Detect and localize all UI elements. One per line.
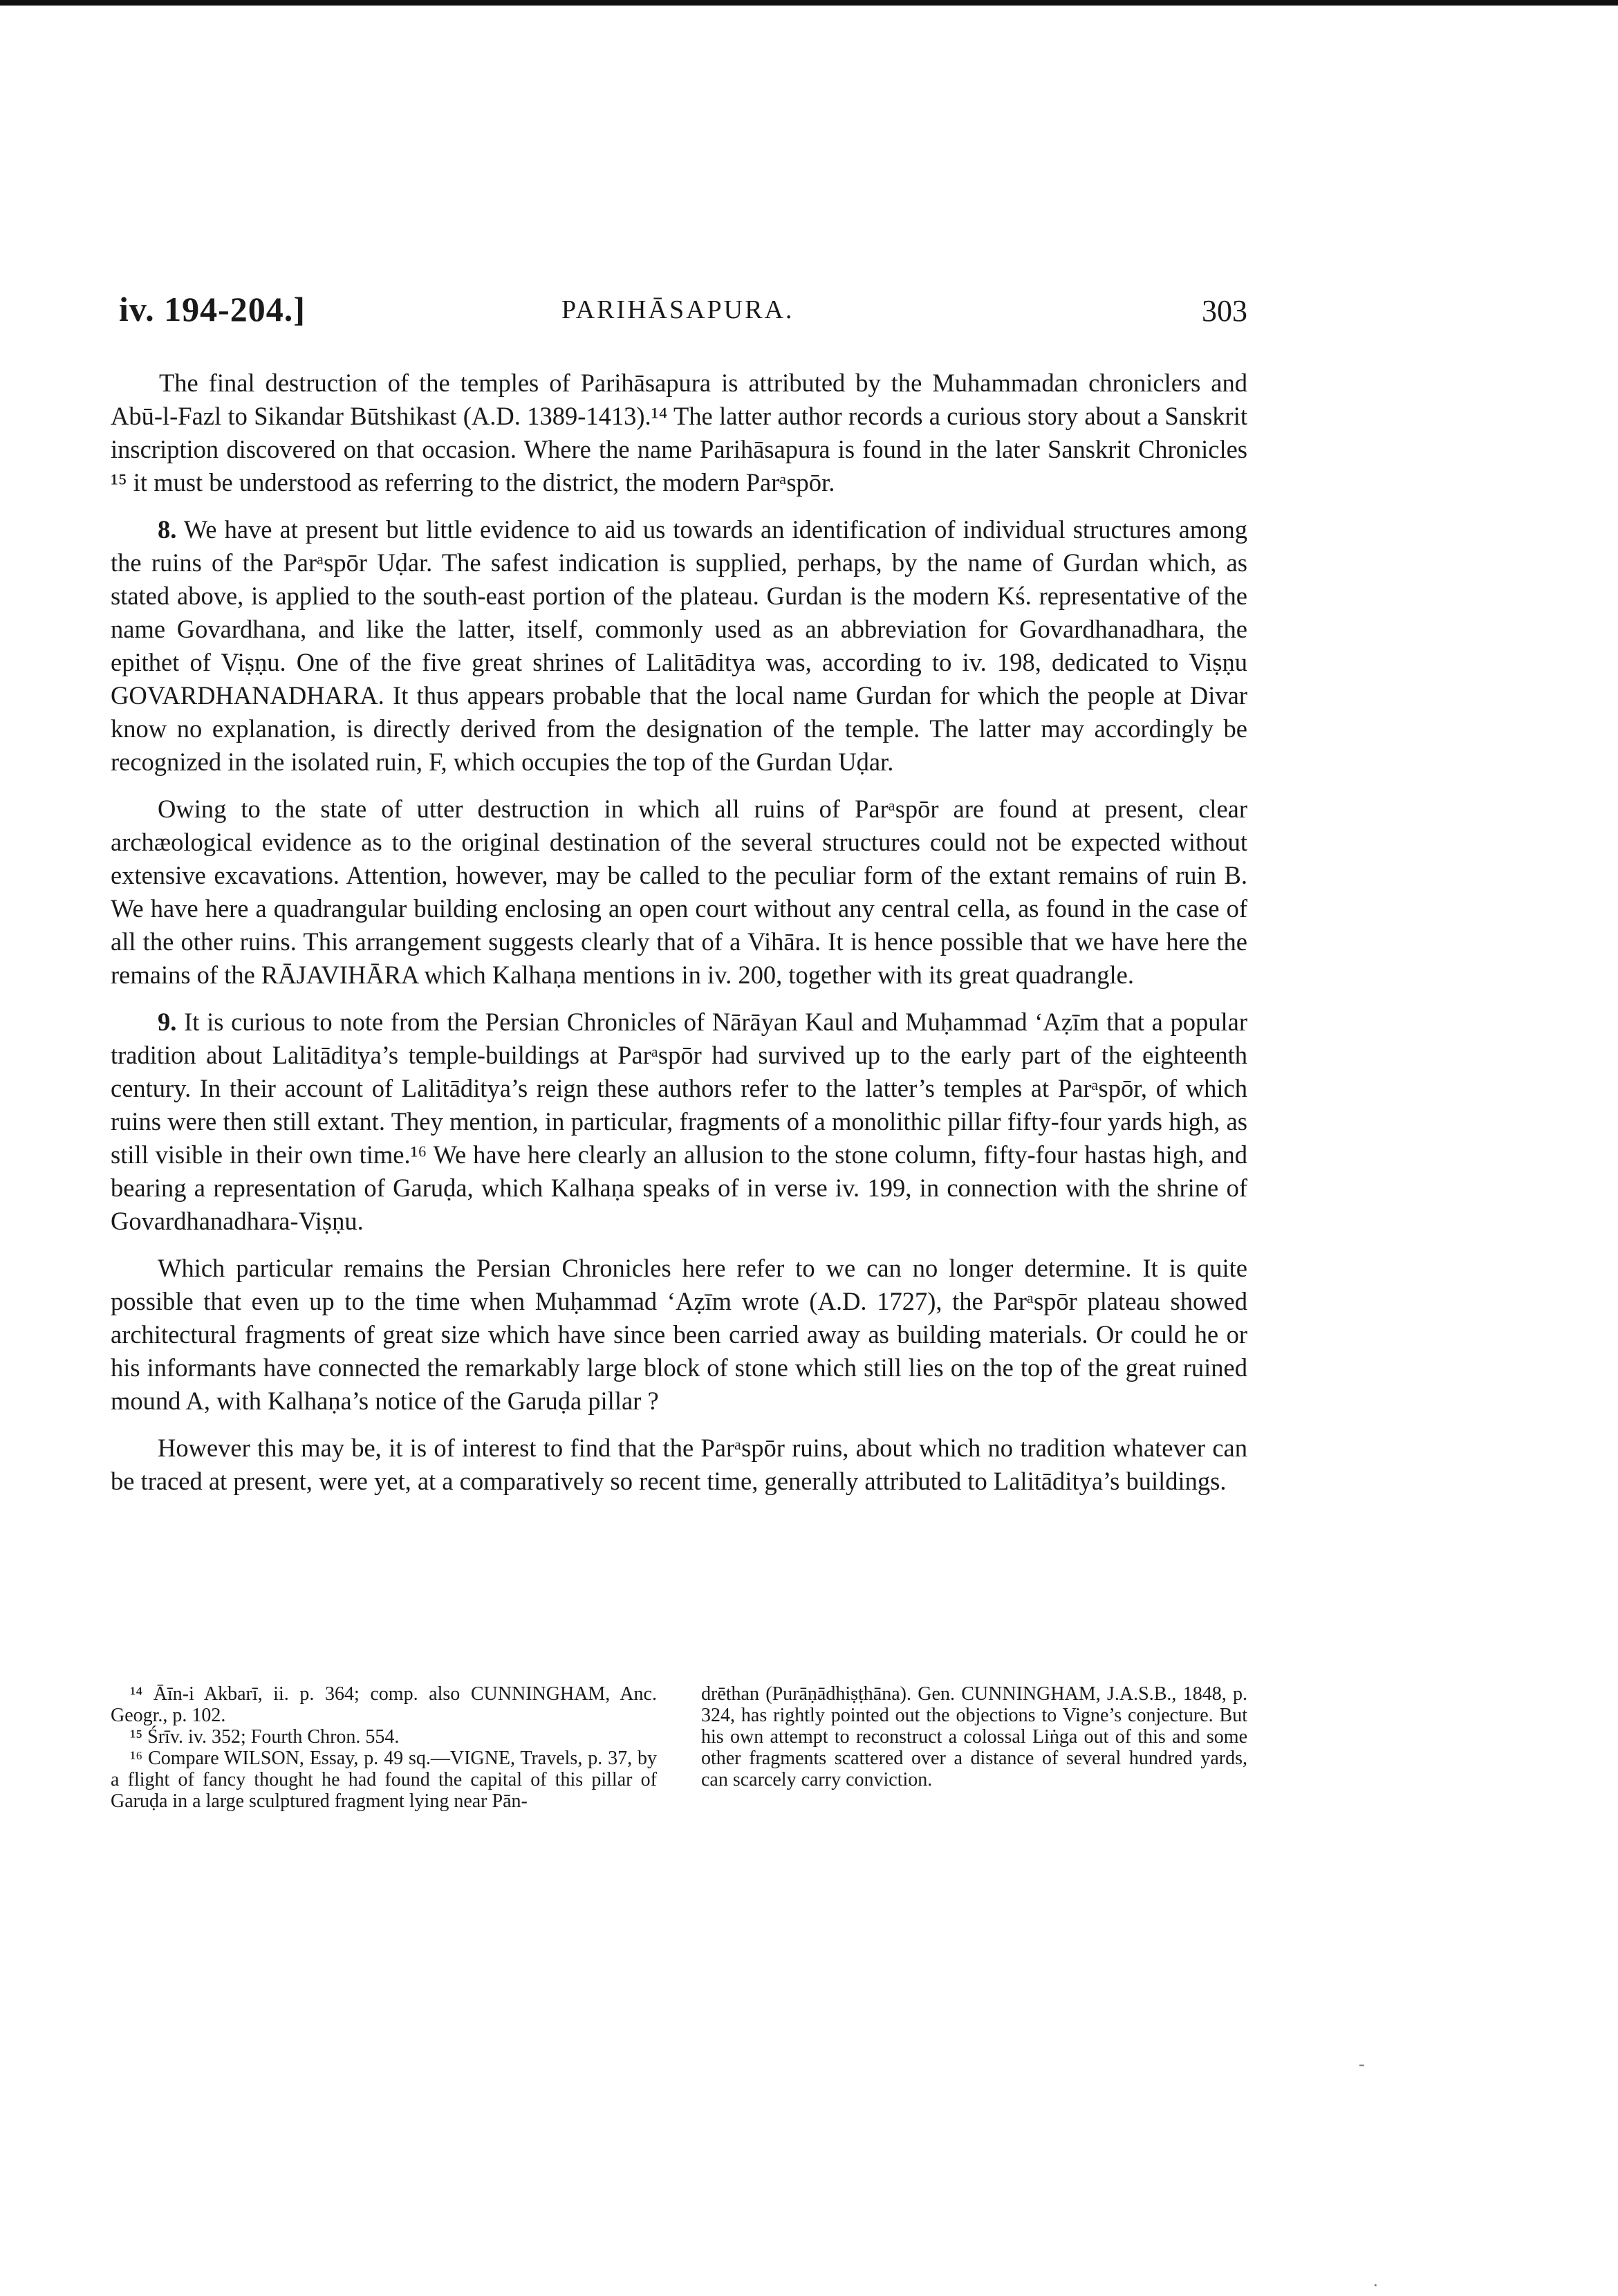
paragraph-text: However this may be, it is of interest to find that the Parᵃspōr ruins, about which no tradition whatever can be traced at present, were yet, at a comparatively so recent time, generally attributed to Lalitāditya’s buildings. — [111, 1434, 1247, 1495]
footnote-16-continued: drēthan (Purāṇādhiṣṭhāna). Gen. CUNNINGHAM, J.A.S.B., 1848, p. 324, has rightly pointed out the objections to Vigne’s conjecture. But his own attempt to reconstruct a colossal Liṅga out of this and some other fragments scattered over a distance of several hundred yards, can scarcely carry conviction. — [701, 1683, 1247, 1790]
footnote-15: ¹⁵ Śrīv. iv. 352; Fourth Chron. 554. — [130, 1726, 400, 1748]
paragraph — [111, 1252, 1247, 1418]
footnote-column-left — [111, 1683, 657, 1812]
paragraph-text: We have at present but little evidence to aid us towards an identification of individual structures among the ruins of the Parᵃspōr Uḍar. The safest indication is supplied, perhaps, by the name of Gurdan which, as stated above, is applied to the south-east portion of the plateau. Gurdan is the modern Kś. representative of the name Govardhana, and like the latter, itself, commonly used as an abbreviation for Govardhanadhara, the epithet of Viṣṇu. One of the five great shrines of Lalitāditya was, according to iv. 198, dedicated to Viṣṇu GOVARDHANADHARA. It thus appears probable that the local name Gurdan for which the people at Divar know no explanation, is directly derived from the designation of the temple. The latter may accordingly be recognized in the isolated ruin, F, which occupies the top of the Gurdan Uḍar. — [111, 515, 1247, 776]
footnotes — [111, 1683, 1247, 1812]
footnote-16: ¹⁶ Compare WILSON, Essay, p. 49 sq.—VIGNE, Travels, p. 37, by a flight of fancy thought he had found the capital of this pillar of Garuḍa in a large sculptured fragment lying near Pān- — [111, 1748, 657, 1812]
paragraph-number: 8. — [158, 515, 177, 544]
paragraph — [111, 793, 1247, 992]
body-text — [111, 367, 1247, 1512]
running-head — [119, 289, 1247, 337]
paragraph-text: Owing to the state of utter destruction in which all ruins of Parᵃspōr are found at present, clear archæological evidence as to the original destination of the several structures could not be expected without extensive excavations. Attention, however, may be called to the peculiar form of the extant remains of ruin B. We have here a quadrangular building enclosing an open court without any central cella, as found in the case of all the other ruins. This arrangement suggests clearly that of a Vihāra. It is hence possible that we have here the remains of the RĀJAVIHĀRA which Kalhaṇa mentions in iv. 200, together with its great quadrangle. — [111, 795, 1247, 989]
page-title: PARIHĀSAPURA. — [561, 295, 794, 324]
paragraph — [111, 1432, 1247, 1498]
paragraph-number: 9. — [158, 1008, 177, 1036]
section-reference: iv. 194-204.] — [119, 290, 306, 328]
paragraph — [111, 513, 1247, 779]
footnote-14: ¹⁴ Āīn-i Akbarī, ii. p. 364; comp. also CUNNINGHAM, Anc. Geogr., p. 102. — [111, 1683, 657, 1726]
footnote-column-right — [701, 1683, 1247, 1812]
top-edge-border — [0, 0, 1618, 6]
paragraph-text: Which particular remains the Persian Chronicles here refer to we can no longer determine. It is quite possible that even up to the time when Muḥammad ‘Aẓīm wrote (A.D. 1727), the Parᵃspōr plateau showed architectural fragments of great size which have since been carried away as building materials. Or could he or his informants have connected the remarkably large block of stone which still lies on the top of the great ruined mound A, with Kalhaṇa’s notice of the Garuḍa pillar ? — [111, 1254, 1247, 1415]
paragraph-text: It is curious to note from the Persian Chronicles of Nārāyan Kaul and Muḥammad ‘Aẓīm that a popular tradition about Lalitāditya’s temple-buildings at Parᵃspōr had survived up to the early part of the eighteenth century. In their account of Lalitāditya’s reign these authors refer to the latter’s temples at Parᵃspōr, of which ruins were then still extant. They mention, in particular, fragments of a monolithic pillar fifty-four yards high, as still visible in their own time.¹⁶ We have here clearly an allusion to the stone column, fifty-four hastas high, and bearing a representation of Garuḍa, which Kalhaṇa speaks of in verse iv. 199, in connection with the shrine of Govardhanadhara-Viṣṇu. — [111, 1008, 1248, 1235]
paragraph-text: The final destruction of the temples of Parihāsapura is attributed by the Muhammadan chroniclers and Abū-l-Fazl to Sikandar Būtshikast (A.D. 1389-1413).¹⁴ The latter author records a curious story about a Sanskrit inscription discovered on that occasion. Where the name Parihāsapura is found in the later Sanskrit Chronicles ¹⁵ it must be understood as referring to the district, the modern Parᵃspōr. — [111, 369, 1247, 497]
scan-speck: ‑ — [1359, 2054, 1365, 2074]
paragraph — [111, 1006, 1247, 1238]
scan-speck: · — [1373, 2275, 1379, 2295]
paragraph — [111, 367, 1247, 499]
page-number: 303 — [1202, 294, 1247, 328]
